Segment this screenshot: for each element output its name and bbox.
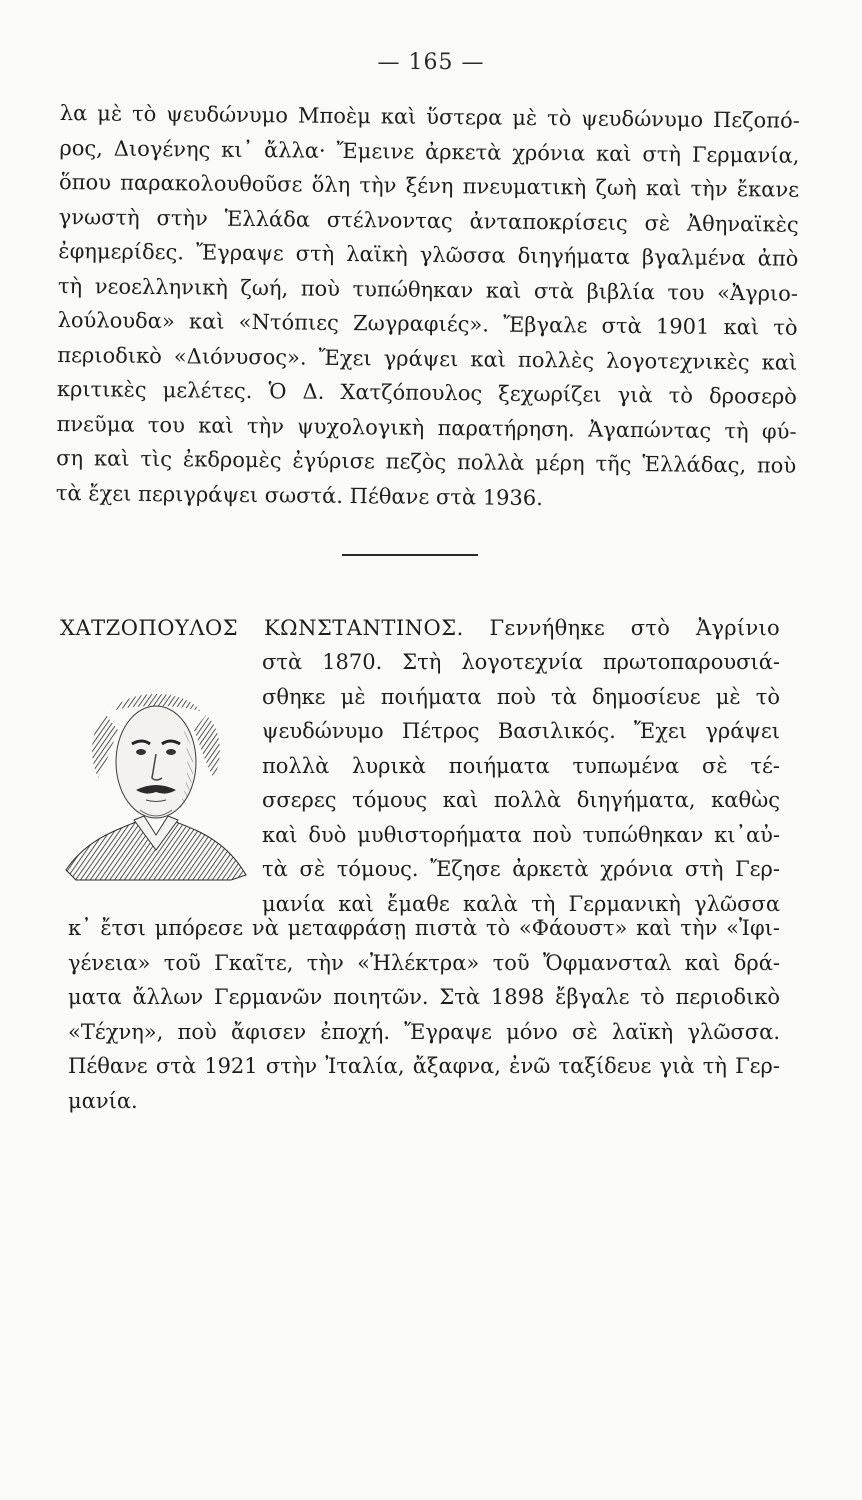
biography-full-width-text bbox=[68, 911, 780, 1118]
biography-wrapped-text bbox=[262, 645, 780, 921]
text-line: λούλουδα» καὶ «Ντόπιες Ζωγραφιές». Ἔβγαλε στὰ 1901 καὶ τὸ bbox=[57, 307, 798, 340]
text-line: πνεῦμα του καὶ τὴν ψυχολογικὴ παρατήρηση. Ἀγαπώντας τὴ φύ- bbox=[56, 411, 797, 444]
text-line: γένεια» τοῦ Γκαῖτε, τὴν «Ἠλέκτρα» τοῦ Ὄφμανσταλ καὶ δρά- bbox=[68, 950, 780, 975]
text-line: τὴ νεοελληνικὴ ζωή, ποὺ τυπώθηκαν καὶ στὰ βιβλία του «Ἀγριο- bbox=[57, 273, 799, 306]
section-divider bbox=[342, 554, 478, 556]
text-line: καὶ δυὸ μυθιστορήματα ποὺ τυπώθηκαν κι᾿αὐ- bbox=[262, 822, 780, 847]
text-line: τὰ ἔχει περιγράψει σωστά. Πέθανε στὰ 1936. bbox=[55, 480, 544, 510]
text-line: σθηκε μὲ ποιήματα ποὺ τὰ δημοσίευε μὲ τὸ bbox=[262, 684, 780, 709]
text-line: ὅπου παρακολουθοῦσε ὅλη τὴν ξένη πνευματικὴ ζωὴ καὶ τὴν ἔκανε bbox=[58, 169, 800, 202]
text-line: Πέθανε στὰ 1921 στὴν Ἰταλία, ἄξαφνα, ἐνῶ ταξίδευε γιὰ τὴ Γερ- bbox=[68, 1054, 780, 1078]
text-line: ση καὶ τὶς ἐκδρομὲς ἐγύρισε πεζὸς πολλὰ μέρη τῆς Ἑλλάδας, ποὺ bbox=[56, 445, 797, 478]
heading-line-rest: Γεννήθηκε στὸ Ἀγρίνιο bbox=[489, 616, 781, 640]
text-line: στὰ 1870. Στὴ λογοτεχνία πρωτοπαρουσιά- bbox=[262, 650, 780, 674]
text-line: ματα ἄλλων Γερμανῶν ποιητῶν. Στὰ 1898 ἔβγαλε τὸ περιοδικὸ bbox=[68, 985, 780, 1009]
text-line: ἐφημερίδες. Ἔγραψε στὴ λαϊκὴ γλῶσσα διηγήματα βγαλμένα ἀπὸ bbox=[58, 238, 799, 271]
text-line: πολλὰ λυρικὰ ποιήματα τυπωμένα σὲ τέ- bbox=[262, 753, 780, 778]
text-line: σσερες τόμους καὶ πολλὰ διηγήματα, καθὼς bbox=[262, 788, 780, 812]
text-line: μανία καὶ ἔμαθε καλὰ τὴ Γερμανικὴ γλῶσσα bbox=[262, 891, 780, 916]
biography-heading: ΧΑΤΖΟΠΟΥΛΟΣ ΚΩΝΣΤΑΝΤΙΝΟΣ. bbox=[60, 616, 464, 640]
author-portrait bbox=[56, 670, 256, 898]
text-line: περιοδικὸ «Διόνυσος». Ἔχει γράψει καὶ πολλὲς λογοτεχνικὲς καὶ bbox=[57, 342, 798, 375]
text-line: «Τέχνη», ποὺ ἄφισεν ἐποχή. Ἔγραψε μόνο σὲ λαϊκὴ γλῶσσα. bbox=[68, 1019, 780, 1044]
text-line: ψευδώνυμο Πέτρος Βασιλικός. Ἔχει γράψει bbox=[262, 719, 780, 743]
text-line: κριτικὲς μελέτες. Ὁ Δ. Χατζόπουλος ξεχωρίζει γιὰ τὸ δροσερὸ bbox=[56, 376, 798, 409]
text-line: γνωστὴ στὴν Ἑλλάδα στέλνοντας ἀνταποκρίσεις σὲ Ἀθηναϊκὲς bbox=[58, 204, 799, 237]
text-line: κ᾿ ἔτσι μπόρεσε νὰ μεταφράσῃ πιστὰ τὸ «Φάουστ» καὶ τὴν «Ἰφι- bbox=[68, 916, 780, 940]
text-line: ρος, Διογένης κι᾿ ἄλλα· Ἔμεινε ἀρκετὰ χρόνια καὶ στὴ Γερμανία, bbox=[59, 135, 800, 168]
biography-heading-line bbox=[60, 611, 780, 646]
text-line bbox=[60, 611, 780, 646]
text-line: λα μὲ τὸ ψευδώνυμο Μποὲμ καὶ ὕστερα μὲ τὸ ψευδώνυμο Πεζοπό- bbox=[59, 100, 800, 133]
page-number: — 165 — bbox=[377, 50, 485, 75]
text-line: μανία. bbox=[68, 1088, 138, 1113]
text-line: τὰ σὲ τόμους. Ἔζησε ἀρκετὰ χρόνια στὴ Γερ- bbox=[262, 857, 780, 881]
continued-biography-paragraph bbox=[56, 96, 800, 518]
